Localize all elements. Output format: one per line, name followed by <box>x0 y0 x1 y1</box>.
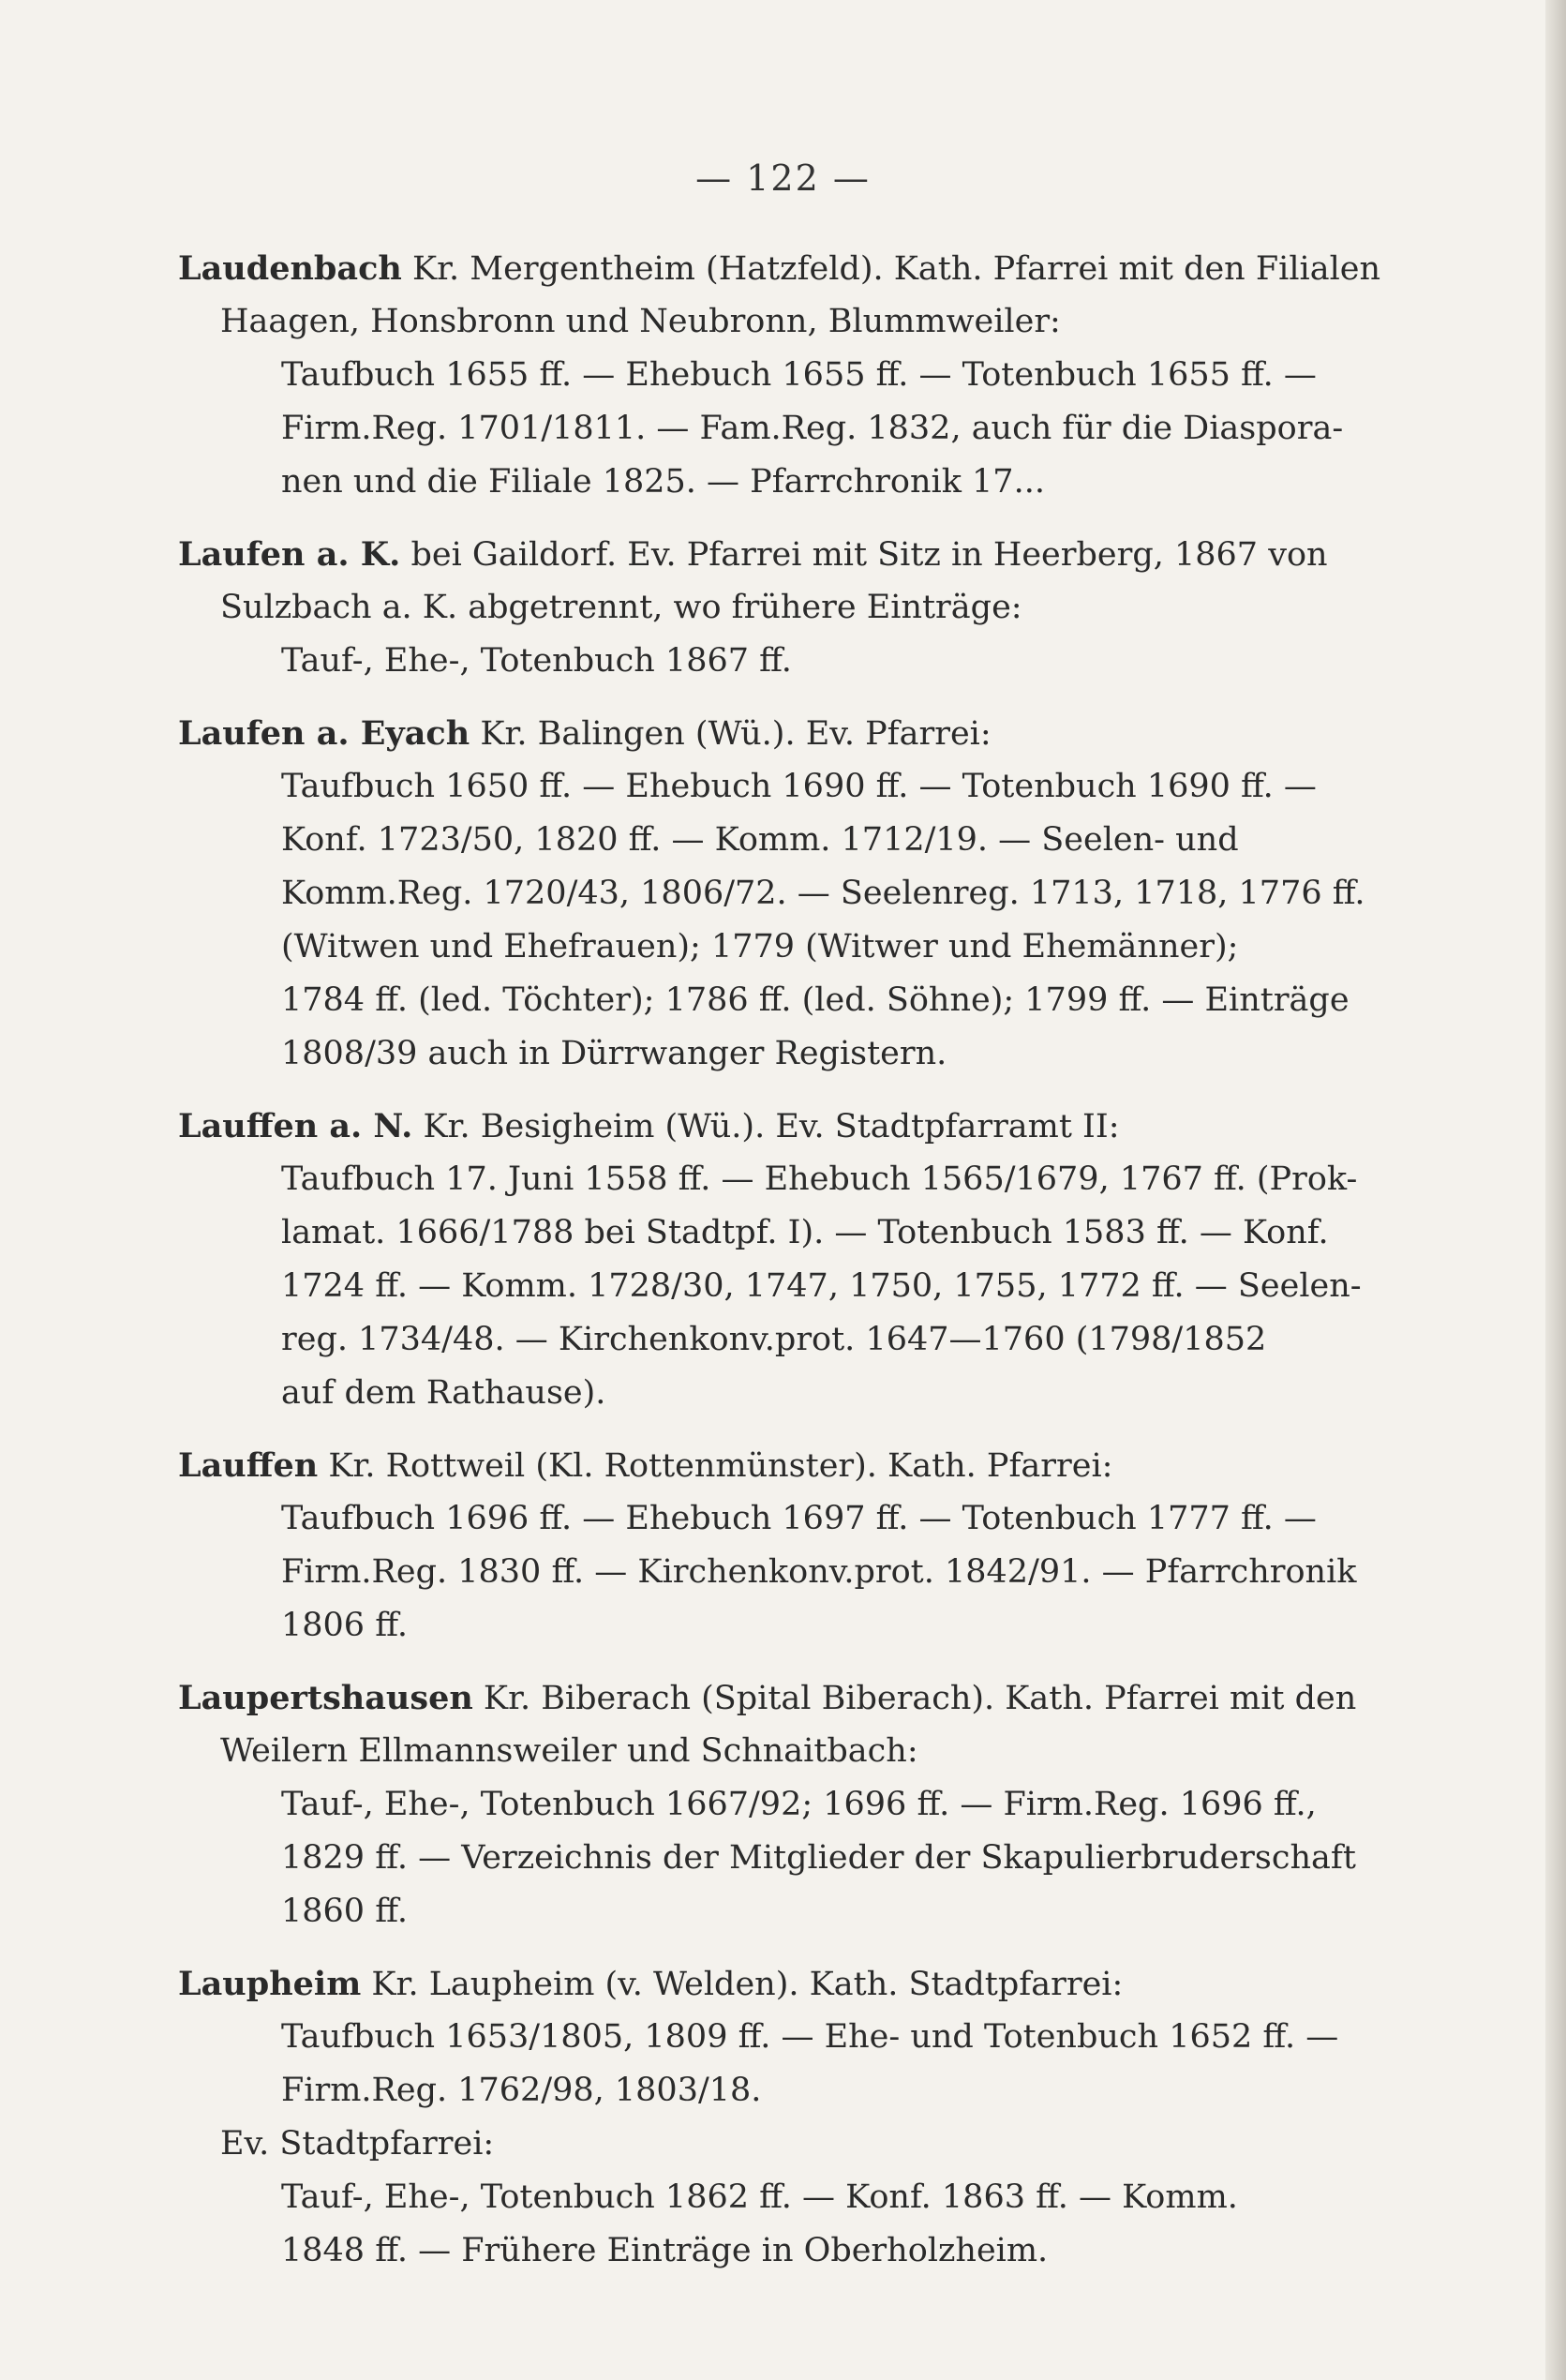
entry-line: 1860 ff. <box>281 1893 408 1930</box>
entry-line: Tauf-, Ehe-, Totenbuch 1862 ff. — Konf. 1863 ff. — Komm. <box>281 2178 1238 2216</box>
entry-line: 1724 ff. — Komm. 1728/30, 1747, 1750, 1755, 1772 ff. — Seelen- <box>281 1267 1362 1305</box>
page-number: — 122 — <box>695 157 871 199</box>
entry-text: Kr. Rottweil (Kl. Rottenmünster). Kath. Pfarrei: <box>328 1447 1113 1485</box>
entry-laudenbach <box>178 242 1387 509</box>
entry-line: Taufbuch 1653/1805, 1809 ff. — Ehe- und Totenbuch 1652 ff. — <box>281 2018 1339 2056</box>
entry-line: 1829 ff. — Verzeichnis der Mitglieder der Skapulierbruderschaft <box>281 1839 1356 1877</box>
entry-line: Firm.Reg. 1701/1811. — Fam.Reg. 1832, auch für die Diaspora- <box>281 410 1344 447</box>
entry-line: Ev. Stadtpfarrei: <box>220 2125 495 2163</box>
entry-line: reg. 1734/48. — Kirchenkonv.prot. 1647—1760 (1798/1852 <box>281 1321 1267 1358</box>
entry-laupertshausen <box>178 1671 1387 1938</box>
entry-laupheim <box>178 1957 1387 2278</box>
entry-line: lamat. 1666/1788 bei Stadtpf. I). — Totenbuch 1583 ff. — Konf. <box>281 1214 1329 1251</box>
entry-line <box>178 707 1387 760</box>
entry-line: Konf. 1723/50, 1820 ff. — Komm. 1712/19. — Seelen- und <box>281 821 1239 859</box>
entry-text: bei Gaildorf. Ev. Pfarrei mit Sitz in Heerberg, 1867 von <box>410 536 1328 574</box>
entry-line <box>178 242 1387 295</box>
entry-line: Firm.Reg. 1762/98, 1803/18. <box>281 2072 762 2109</box>
entry-line <box>178 528 1387 581</box>
entry-text: Kr. Besigheim (Wü.). Ev. Stadtpfarramt II: <box>423 1108 1120 1145</box>
place-name: Laufen a. K. <box>178 535 401 574</box>
entry-line: Firm.Reg. 1830 ff. — Kirchenkonv.prot. 1842/91. — Pfarrchronik <box>281 1553 1357 1591</box>
entry-line: 1784 ff. (led. Töchter); 1786 ff. (led. Söhne); 1799 ff. — Einträge <box>281 981 1350 1019</box>
entry-lauffen-a-n <box>178 1100 1387 1420</box>
register-content <box>178 242 1387 2297</box>
entry-text: Kr. Balingen (Wü.). Ev. Pfarrei: <box>480 715 992 753</box>
entry-lauffen <box>178 1439 1387 1653</box>
entry-line: 1848 ff. — Frühere Einträge in Oberholzheim. <box>281 2232 1049 2269</box>
entry-text: Kr. Mergentheim (Hatzfeld). Kath. Pfarrei mit den Filialen <box>411 250 1381 288</box>
entry-line: (Witwen und Ehefrauen); 1779 (Witwer und Ehemänner); <box>281 928 1239 965</box>
entry-line: nen und die Filiale 1825. — Pfarrchronik 17... <box>281 463 1045 501</box>
place-name: Laupheim <box>178 1965 362 2003</box>
entry-line: auf dem Rathause). <box>281 1374 606 1412</box>
entry-line: 1808/39 auch in Dürrwanger Registern. <box>281 1035 947 1072</box>
entry-laufen-a-eyach <box>178 707 1387 1081</box>
entry-line <box>178 1957 1387 2011</box>
entry-line: Tauf-, Ehe-, Totenbuch 1867 ff. <box>281 642 792 680</box>
entry-line: Haagen, Honsbronn und Neubronn, Blummweiler: <box>220 303 1061 340</box>
entry-text: Kr. Biberach (Spital Biberach). Kath. Pfarrei mit den <box>483 1680 1357 1717</box>
entry-line: 1806 ff. <box>281 1607 408 1644</box>
entry-line <box>178 1439 1387 1492</box>
entry-line: Weilern Ellmannsweiler und Schnaitbach: <box>220 1732 918 1770</box>
place-name: Laufen a. Eyach <box>178 714 470 753</box>
entry-line: Taufbuch 1650 ff. — Ehebuch 1690 ff. — Totenbuch 1690 ff. — <box>281 768 1317 805</box>
entry-line <box>178 1671 1387 1725</box>
entry-line: Taufbuch 17. Juni 1558 ff. — Ehebuch 1565/1679, 1767 ff. (Prok- <box>281 1160 1358 1198</box>
page-edge <box>1545 0 1566 2380</box>
entry-line <box>178 1100 1387 1153</box>
entry-line: Taufbuch 1696 ff. — Ehebuch 1697 ff. — Totenbuch 1777 ff. — <box>281 1500 1317 1537</box>
entry-line: Taufbuch 1655 ff. — Ehebuch 1655 ff. — Totenbuch 1655 ff. — <box>281 356 1317 394</box>
place-name: Lauffen <box>178 1446 319 1485</box>
place-name: Lauffen a. N. <box>178 1107 413 1145</box>
entry-line: Tauf-, Ehe-, Totenbuch 1667/92; 1696 ff. — Firm.Reg. 1696 ff., <box>281 1786 1317 1823</box>
entry-line: Sulzbach a. K. abgetrennt, wo frühere Einträge: <box>220 589 1022 626</box>
entry-text: Kr. Laupheim (v. Welden). Kath. Stadtpfarrei: <box>371 1966 1124 2003</box>
entry-line: Komm.Reg. 1720/43, 1806/72. — Seelenreg. 1713, 1718, 1776 ff. <box>281 875 1365 912</box>
place-name: Laudenbach <box>178 249 402 288</box>
place-name: Laupertshausen <box>178 1679 473 1717</box>
entry-laufen-a-k <box>178 528 1387 688</box>
